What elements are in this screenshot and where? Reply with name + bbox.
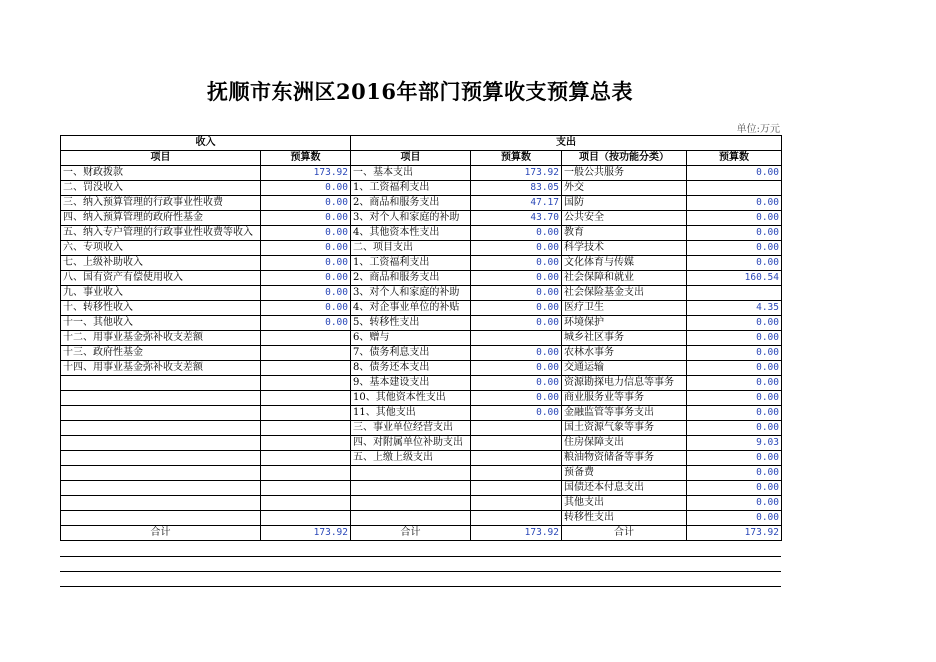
table-row bbox=[61, 316, 782, 331]
expense-amount-cell: 0.00 bbox=[471, 316, 562, 331]
expense-item-cell: 9、基本建设支出 bbox=[351, 376, 471, 391]
expense-amount-cell: 0.00 bbox=[471, 226, 562, 241]
income-item-cell: 九、事业收入 bbox=[61, 286, 261, 301]
func-amount-cell: 160.54 bbox=[687, 271, 782, 286]
expense-amount-cell: 0.00 bbox=[471, 346, 562, 361]
expense-amount-cell: 0.00 bbox=[471, 256, 562, 271]
expense-amount-cell bbox=[471, 511, 562, 526]
income-amount-header: 预算数 bbox=[261, 151, 351, 166]
func-item-cell: 公共安全 bbox=[562, 211, 687, 226]
expense-item-cell: 8、债务还本支出 bbox=[351, 361, 471, 376]
expense-item-cell: 2、商品和服务支出 bbox=[351, 271, 471, 286]
expense-amount-cell: 47.17 bbox=[471, 196, 562, 211]
func-amount-cell bbox=[687, 286, 782, 301]
table-row bbox=[61, 181, 782, 196]
table-row bbox=[61, 331, 782, 346]
income-item-cell bbox=[61, 391, 261, 406]
divider-line bbox=[60, 571, 781, 572]
table-row bbox=[61, 301, 782, 316]
func-amount-cell: 0.00 bbox=[687, 196, 782, 211]
expense-amount-cell bbox=[471, 451, 562, 466]
table-row bbox=[61, 406, 782, 421]
expense-total-amount: 173.92 bbox=[471, 526, 562, 541]
func-amount-cell: 0.00 bbox=[687, 466, 782, 481]
expense-item-header: 项目 bbox=[351, 151, 471, 166]
income-amount-cell: 0.00 bbox=[261, 211, 351, 226]
expense-amount-cell bbox=[471, 496, 562, 511]
expense-item-cell: 4、其他资本性支出 bbox=[351, 226, 471, 241]
expense-item-cell: 4、对企事业单位的补贴 bbox=[351, 301, 471, 316]
func-item-cell: 国防 bbox=[562, 196, 687, 211]
income-item-cell: 六、专项收入 bbox=[61, 241, 261, 256]
table-row bbox=[61, 376, 782, 391]
income-item-cell bbox=[61, 376, 261, 391]
income-amount-cell bbox=[261, 451, 351, 466]
income-item-cell: 十二、用事业基金弥补收支差额 bbox=[61, 331, 261, 346]
table-row bbox=[61, 196, 782, 211]
func-amount-cell: 0.00 bbox=[687, 421, 782, 436]
func-amount-cell: 0.00 bbox=[687, 361, 782, 376]
income-amount-cell: 0.00 bbox=[261, 256, 351, 271]
func-item-cell: 教育 bbox=[562, 226, 687, 241]
expense-total-label: 合计 bbox=[351, 526, 471, 541]
table-row bbox=[61, 346, 782, 361]
income-item-cell bbox=[61, 451, 261, 466]
table-row bbox=[61, 211, 782, 226]
expense-item-cell: 1、工资福利支出 bbox=[351, 256, 471, 271]
func-amount-cell: 0.00 bbox=[687, 391, 782, 406]
func-item-cell: 国土资源气象等事务 bbox=[562, 421, 687, 436]
expense-amount-cell bbox=[471, 421, 562, 436]
unit-label: 单位:万元 bbox=[736, 124, 780, 135]
column-header-row bbox=[61, 151, 782, 166]
expense-amount-cell: 0.00 bbox=[471, 406, 562, 421]
expense-amount-cell: 0.00 bbox=[471, 361, 562, 376]
income-amount-cell bbox=[261, 376, 351, 391]
expense-amount-header: 预算数 bbox=[471, 151, 562, 166]
func-amount-cell: 0.00 bbox=[687, 511, 782, 526]
income-amount-cell: 0.00 bbox=[261, 316, 351, 331]
expense-item-cell: 5、转移性支出 bbox=[351, 316, 471, 331]
func-item-cell: 预备费 bbox=[562, 466, 687, 481]
income-amount-cell bbox=[261, 361, 351, 376]
expense-amount-cell: 43.70 bbox=[471, 211, 562, 226]
expense-item-cell: 10、其他资本性支出 bbox=[351, 391, 471, 406]
table-row bbox=[61, 466, 782, 481]
table-row bbox=[61, 241, 782, 256]
func-item-cell: 文化体育与传媒 bbox=[562, 256, 687, 271]
func-amount-cell: 0.00 bbox=[687, 226, 782, 241]
table-row bbox=[61, 226, 782, 241]
income-item-cell bbox=[61, 511, 261, 526]
income-item-cell: 四、纳入预算管理的政府性基金 bbox=[61, 211, 261, 226]
expense-item-cell bbox=[351, 481, 471, 496]
table-row bbox=[61, 391, 782, 406]
table-row bbox=[61, 256, 782, 271]
func-amount-cell: 0.00 bbox=[687, 256, 782, 271]
func-item-cell: 外交 bbox=[562, 181, 687, 196]
total-row bbox=[61, 526, 782, 541]
income-item-cell: 三、纳入预算管理的行政事业性收费 bbox=[61, 196, 261, 211]
func-total-amount: 173.92 bbox=[687, 526, 782, 541]
func-item-cell: 转移性支出 bbox=[562, 511, 687, 526]
budget-table bbox=[60, 135, 782, 541]
income-amount-cell bbox=[261, 331, 351, 346]
divider-line bbox=[60, 556, 781, 557]
divider-line bbox=[60, 586, 781, 587]
expense-item-cell: 11、其他支出 bbox=[351, 406, 471, 421]
func-item-cell: 资源勘探电力信息等事务 bbox=[562, 376, 687, 391]
expense-item-cell: 三、事业单位经营支出 bbox=[351, 421, 471, 436]
func-amount-cell: 4.35 bbox=[687, 301, 782, 316]
expense-amount-cell: 0.00 bbox=[471, 271, 562, 286]
expense-amount-cell: 173.92 bbox=[471, 166, 562, 181]
func-amount-cell: 0.00 bbox=[687, 241, 782, 256]
expense-amount-cell bbox=[471, 466, 562, 481]
expense-item-cell bbox=[351, 511, 471, 526]
income-item-cell: 十、转移性收入 bbox=[61, 301, 261, 316]
income-item-cell: 五、纳入专户管理的行政事业性收费等收入 bbox=[61, 226, 261, 241]
income-header: 收入 bbox=[61, 136, 351, 151]
func-amount-cell: 0.00 bbox=[687, 331, 782, 346]
income-total-amount: 173.92 bbox=[261, 526, 351, 541]
expense-item-cell: 二、项目支出 bbox=[351, 241, 471, 256]
income-amount-cell: 0.00 bbox=[261, 241, 351, 256]
func-amount-cell: 0.00 bbox=[687, 481, 782, 496]
income-amount-cell bbox=[261, 421, 351, 436]
income-item-cell: 八、国有资产有偿使用收入 bbox=[61, 271, 261, 286]
func-item-cell: 一般公共服务 bbox=[562, 166, 687, 181]
func-amount-cell: 0.00 bbox=[687, 406, 782, 421]
func-item-cell: 粮油物资储备等事务 bbox=[562, 451, 687, 466]
expense-amount-cell: 0.00 bbox=[471, 376, 562, 391]
expense-item-cell: 7、债务利息支出 bbox=[351, 346, 471, 361]
expense-amount-cell: 0.00 bbox=[471, 391, 562, 406]
expense-item-cell: 3、对个人和家庭的补助 bbox=[351, 211, 471, 226]
expense-item-cell: 2、商品和服务支出 bbox=[351, 196, 471, 211]
table-row bbox=[61, 496, 782, 511]
page-title: 抚顺市东洲区2016年部门预算收支预算总表 bbox=[207, 79, 633, 104]
income-item-cell: 二、罚没收入 bbox=[61, 181, 261, 196]
expense-item-cell: 1、工资福利支出 bbox=[351, 181, 471, 196]
income-total-label: 合计 bbox=[61, 526, 261, 541]
expense-amount-cell: 0.00 bbox=[471, 301, 562, 316]
expense-item-cell bbox=[351, 466, 471, 481]
income-amount-cell bbox=[261, 406, 351, 421]
income-amount-cell: 0.00 bbox=[261, 196, 351, 211]
table-row bbox=[61, 361, 782, 376]
func-amount-cell: 9.03 bbox=[687, 436, 782, 451]
section-header-row bbox=[61, 136, 782, 151]
income-amount-cell bbox=[261, 391, 351, 406]
table-row bbox=[61, 271, 782, 286]
table-row bbox=[61, 436, 782, 451]
income-item-cell: 十三、政府性基金 bbox=[61, 346, 261, 361]
expense-amount-cell: 0.00 bbox=[471, 286, 562, 301]
income-amount-cell: 0.00 bbox=[261, 301, 351, 316]
income-amount-cell bbox=[261, 496, 351, 511]
func-amount-header: 预算数 bbox=[687, 151, 782, 166]
func-item-cell: 医疗卫生 bbox=[562, 301, 687, 316]
expense-amount-cell: 0.00 bbox=[471, 241, 562, 256]
func-amount-cell: 0.00 bbox=[687, 166, 782, 181]
func-amount-cell bbox=[687, 181, 782, 196]
table-row bbox=[61, 166, 782, 181]
func-item-cell: 金融监管等事务支出 bbox=[562, 406, 687, 421]
func-item-cell: 农林水事务 bbox=[562, 346, 687, 361]
func-total-label: 合计 bbox=[562, 526, 687, 541]
income-item-cell bbox=[61, 421, 261, 436]
expense-item-cell: 五、上缴上级支出 bbox=[351, 451, 471, 466]
func-amount-cell: 0.00 bbox=[687, 346, 782, 361]
expense-amount-cell: 83.05 bbox=[471, 181, 562, 196]
income-amount-cell bbox=[261, 436, 351, 451]
income-item-cell bbox=[61, 496, 261, 511]
income-item-cell: 十四、用事业基金弥补收支差额 bbox=[61, 361, 261, 376]
income-item-cell: 一、财政拨款 bbox=[61, 166, 261, 181]
expense-item-cell bbox=[351, 496, 471, 511]
income-amount-cell bbox=[261, 481, 351, 496]
income-amount-cell bbox=[261, 466, 351, 481]
income-item-cell: 十一、其他收入 bbox=[61, 316, 261, 331]
expense-item-cell: 四、对附属单位补助支出 bbox=[351, 436, 471, 451]
func-amount-cell: 0.00 bbox=[687, 496, 782, 511]
func-item-cell: 社会保险基金支出 bbox=[562, 286, 687, 301]
expense-item-cell: 3、对个人和家庭的补助 bbox=[351, 286, 471, 301]
income-amount-cell: 0.00 bbox=[261, 271, 351, 286]
func-item-header: 项目（按功能分类） bbox=[562, 151, 687, 166]
income-item-cell: 七、上级补助收入 bbox=[61, 256, 261, 271]
func-item-cell: 商业服务业等事务 bbox=[562, 391, 687, 406]
expense-item-cell: 6、赠与 bbox=[351, 331, 471, 346]
income-amount-cell bbox=[261, 346, 351, 361]
func-item-cell: 环境保护 bbox=[562, 316, 687, 331]
expense-header: 支出 bbox=[351, 136, 782, 151]
func-item-cell: 交通运输 bbox=[562, 361, 687, 376]
expense-amount-cell bbox=[471, 481, 562, 496]
expense-amount-cell bbox=[471, 331, 562, 346]
func-item-cell: 住房保障支出 bbox=[562, 436, 687, 451]
income-amount-cell: 0.00 bbox=[261, 181, 351, 196]
income-amount-cell: 0.00 bbox=[261, 286, 351, 301]
func-amount-cell: 0.00 bbox=[687, 316, 782, 331]
income-item-cell bbox=[61, 466, 261, 481]
table-row bbox=[61, 421, 782, 436]
table-row bbox=[61, 451, 782, 466]
income-amount-cell: 173.92 bbox=[261, 166, 351, 181]
table-row bbox=[61, 286, 782, 301]
func-item-cell: 国债还本付息支出 bbox=[562, 481, 687, 496]
func-item-cell: 社会保障和就业 bbox=[562, 271, 687, 286]
func-item-cell: 城乡社区事务 bbox=[562, 331, 687, 346]
income-amount-cell: 0.00 bbox=[261, 226, 351, 241]
func-amount-cell: 0.00 bbox=[687, 376, 782, 391]
table-row bbox=[61, 511, 782, 526]
income-amount-cell bbox=[261, 511, 351, 526]
income-item-cell bbox=[61, 481, 261, 496]
func-item-cell: 其他支出 bbox=[562, 496, 687, 511]
expense-amount-cell bbox=[471, 436, 562, 451]
expense-item-cell: 一、基本支出 bbox=[351, 166, 471, 181]
table-row bbox=[61, 481, 782, 496]
func-item-cell: 科学技术 bbox=[562, 241, 687, 256]
income-item-header: 项目 bbox=[61, 151, 261, 166]
func-amount-cell: 0.00 bbox=[687, 451, 782, 466]
income-item-cell bbox=[61, 406, 261, 421]
income-item-cell bbox=[61, 436, 261, 451]
func-amount-cell: 0.00 bbox=[687, 211, 782, 226]
